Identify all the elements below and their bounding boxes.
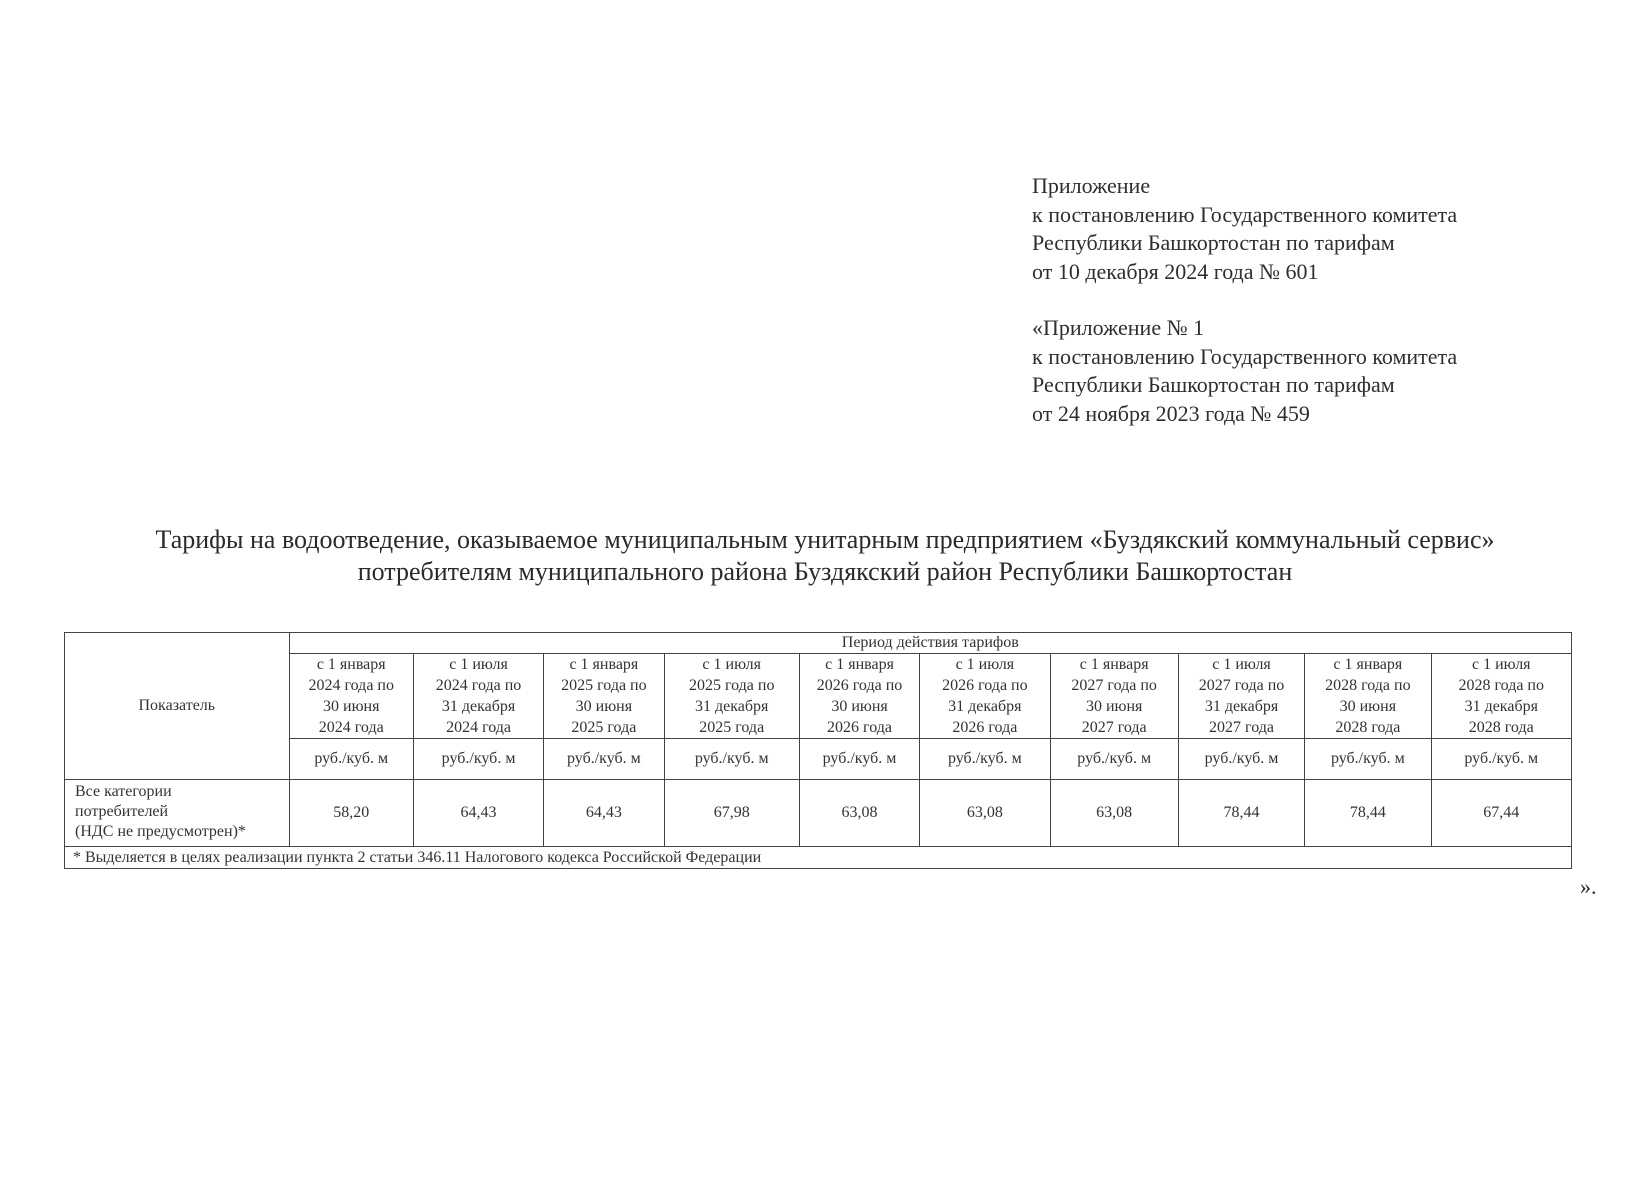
footnote: * Выделяется в целях реализации пункта 2 статьи 346.11 Налогового кодекса Российской Федерации xyxy=(65,847,1572,869)
appendix-block xyxy=(1032,172,1457,428)
period-line: 31 декабря xyxy=(695,698,769,715)
period-header: Период действия тарифов xyxy=(289,633,1571,654)
tariff-value-cell: 63,08 xyxy=(920,780,1050,847)
appendix-line: от 24 ноября 2023 года № 459 xyxy=(1032,400,1310,426)
period-line: 2026 года xyxy=(827,719,892,736)
period-line: 2025 года xyxy=(571,719,637,736)
period-line: 30 июня xyxy=(1085,698,1143,715)
period-line: с 1 января xyxy=(1333,656,1403,673)
period-line: 30 июня xyxy=(1339,698,1397,715)
period-line: с 1 июля xyxy=(1212,656,1271,673)
period-line: 30 июня xyxy=(323,698,380,715)
row-label-line: потребителей xyxy=(75,803,169,820)
period-line: с 1 января xyxy=(316,656,386,673)
title-line: потребителям муниципального района Буздякский район Республики Башкортостан xyxy=(357,557,1293,586)
row-label xyxy=(65,780,290,847)
table-row xyxy=(65,780,1572,847)
appendix-line: от 10 декабря 2024 года № 601 xyxy=(1032,258,1319,284)
period-line: с 1 января xyxy=(569,656,639,673)
appendix-line: «Приложение № 1 xyxy=(1032,315,1205,340)
period-line: 2026 года xyxy=(952,719,1018,736)
tariff-value-cell: 78,44 xyxy=(1178,780,1304,847)
tariff-value-cell: 63,08 xyxy=(799,780,919,847)
appendix-line: к постановлению Государственного комитета xyxy=(1032,343,1458,369)
indicator-header: Показатель xyxy=(65,633,290,780)
period-line: 2026 года по xyxy=(816,677,903,694)
unit-cell: руб./куб. м xyxy=(920,739,1050,780)
period-cell xyxy=(1050,654,1178,739)
unit-cell: руб./куб. м xyxy=(413,739,543,780)
appendix-line: Республики Башкортостан по тарифам xyxy=(1032,230,1395,255)
unit-cell: руб./куб. м xyxy=(1431,739,1572,780)
period-line: с 1 января xyxy=(1079,656,1149,673)
period-cell xyxy=(289,654,413,739)
period-cell xyxy=(1305,654,1431,739)
period-cell xyxy=(413,654,543,739)
period-line: 2025 года xyxy=(699,719,765,736)
period-line: 2028 года по xyxy=(1458,677,1544,694)
period-cell xyxy=(544,654,664,739)
units-row xyxy=(65,739,1572,780)
period-line: 2024 года по xyxy=(435,677,522,694)
tariff-value-cell: 64,43 xyxy=(544,780,664,847)
period-line: с 1 июля xyxy=(1471,656,1531,673)
period-line: с 1 июля xyxy=(702,656,761,673)
row-label-line: Все категории xyxy=(75,783,172,800)
unit-cell: руб./куб. м xyxy=(664,739,799,780)
unit-cell: руб./куб. м xyxy=(544,739,664,780)
period-cell xyxy=(1431,654,1572,739)
unit-cell: руб./куб. м xyxy=(1050,739,1178,780)
period-line: 2027 года xyxy=(1081,719,1147,736)
appendix-line: к постановлению Государственного комитета xyxy=(1032,201,1458,227)
period-dates-row xyxy=(65,654,1572,739)
row-label-line: (НДС не предусмотрен)* xyxy=(75,823,246,840)
closing-quote-mark: ». xyxy=(1580,874,1597,899)
period-line: с 1 июля xyxy=(449,656,508,673)
period-line: 2028 года xyxy=(1335,719,1401,736)
appendix-spacer xyxy=(1032,286,1457,314)
tariff-value-cell: 58,20 xyxy=(289,780,413,847)
appendix-line: Республики Башкортостан по тарифам xyxy=(1032,372,1395,397)
period-line: 2027 года xyxy=(1209,719,1274,736)
period-line: 2028 года xyxy=(1468,719,1534,736)
tariff-value-cell: 67,98 xyxy=(664,780,799,847)
unit-cell: руб./куб. м xyxy=(1178,739,1304,780)
period-line: 2028 года по xyxy=(1325,677,1411,694)
period-line: 30 июня xyxy=(831,698,888,715)
period-line: 31 декабря xyxy=(1204,698,1279,715)
period-line: с 1 января xyxy=(825,656,894,673)
period-cell xyxy=(920,654,1050,739)
tariff-table xyxy=(64,632,1572,869)
period-cell xyxy=(664,654,799,739)
period-cell xyxy=(1178,654,1304,739)
period-line: 30 июня xyxy=(575,698,633,715)
appendix-line: Приложение xyxy=(1032,173,1151,198)
tariff-value-cell: 64,43 xyxy=(413,780,543,847)
period-line: 2024 года xyxy=(446,719,512,736)
tariff-value-cell: 78,44 xyxy=(1305,780,1431,847)
period-line: 2024 года по xyxy=(308,677,394,694)
period-line: 31 декабря xyxy=(948,698,1022,715)
title-line: Тарифы на водоотведение, оказываемое муниципальным унитарным предприятием «Буздякский коммунальный сервис» xyxy=(155,525,1495,554)
period-line: 2025 года по xyxy=(561,677,647,694)
period-line: 2027 года по xyxy=(1198,677,1285,694)
period-line: 2026 года по xyxy=(942,677,1028,694)
period-line: 2025 года по xyxy=(688,677,775,694)
period-cell xyxy=(799,654,919,739)
unit-cell: руб./куб. м xyxy=(1305,739,1431,780)
tariff-value-cell: 63,08 xyxy=(1050,780,1178,847)
unit-cell: руб./куб. м xyxy=(799,739,919,780)
period-line: 31 декабря xyxy=(1464,698,1538,715)
period-line: 2024 года xyxy=(318,719,384,736)
unit-cell: руб./куб. м xyxy=(289,739,413,780)
document-title xyxy=(60,524,1590,588)
period-line: с 1 июля xyxy=(955,656,1015,673)
period-line: 2027 года по xyxy=(1071,677,1157,694)
period-line: 31 декабря xyxy=(441,698,516,715)
tariff-value-cell: 67,44 xyxy=(1431,780,1572,847)
